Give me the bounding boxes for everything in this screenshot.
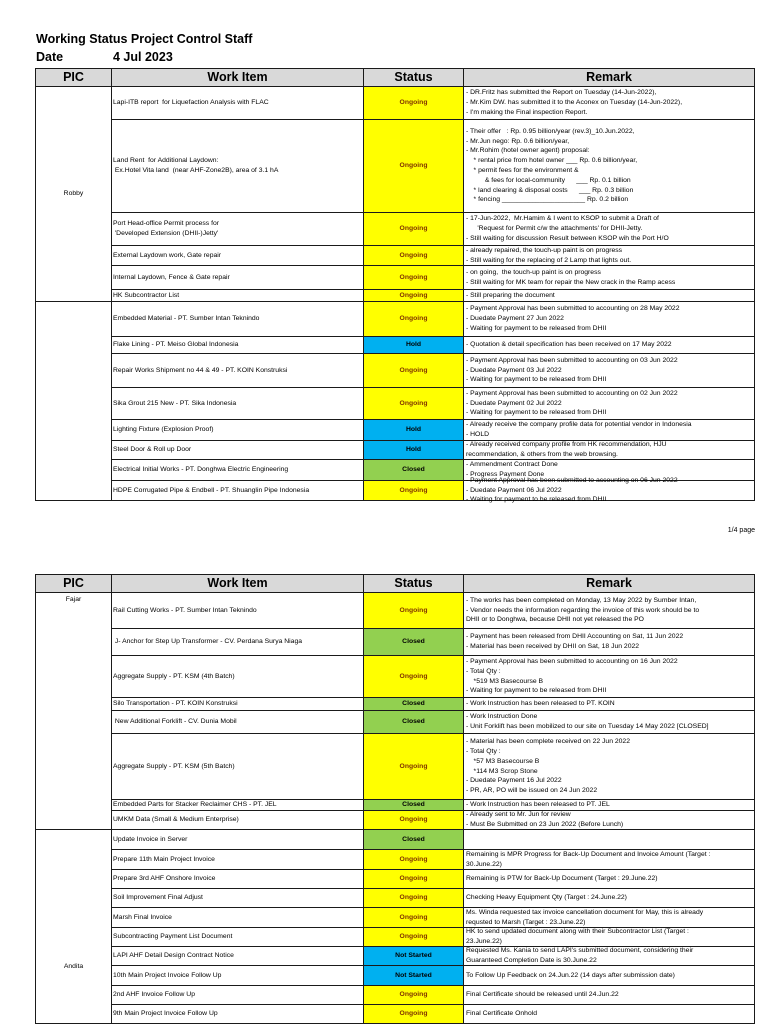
work-item-text: Land Rent for Additional Laydown:: [113, 157, 219, 165]
remark-line: - Mr.Jun nego: Rp. 0.6 billion/year,: [466, 137, 570, 145]
work-item-cell: [112, 986, 364, 1005]
table-row: [112, 441, 755, 460]
work-item-cell: [112, 966, 364, 986]
column-header-pic: PIC: [36, 575, 112, 593]
remark-cell: [464, 354, 755, 388]
remark-line: *519 M3 Basecourse B: [466, 677, 544, 685]
status-badge: Ongoing: [364, 908, 464, 928]
table-row: [112, 629, 755, 656]
remark-line: - Their offer : Rp. 0.95 billion/year (rev.3)_10.Jun.2022,: [466, 127, 635, 135]
remark-line: - Quotation & detail specification has been received on 17 May 2022: [466, 341, 672, 349]
status-badge: Ongoing: [364, 850, 464, 870]
remark-line: - Waiting for payment to be released from DHII: [466, 324, 607, 332]
remark-line: - I'm making the Final inspection Report.: [466, 108, 588, 116]
remark-line: Checking Heavy Equipment Qty (Target : 24.June.22): [466, 894, 627, 902]
work-item-text: J- Anchor for Step Up Transformer - CV. Perdana Surya Niaga: [113, 638, 303, 646]
table-row: [112, 698, 755, 711]
remark-cell: [464, 734, 755, 800]
work-item-text: Embedded Material - PT. Sumber Intan Teknindo: [113, 315, 260, 323]
remark-cell: [464, 850, 755, 870]
work-item-text: Soil Improvement Final Adjust: [113, 894, 203, 902]
work-item-text: Steel Door & Roll up Door: [113, 446, 192, 454]
remark-line: - Work Instruction Done: [466, 713, 538, 721]
table-row: [112, 830, 755, 850]
work-item-cell: [112, 337, 364, 354]
status-badge: Not Started: [364, 947, 464, 966]
remark-cell: [464, 246, 755, 266]
remark-cell: [464, 889, 755, 908]
remark-line: - already repaired, the touch-up paint is on progress: [466, 246, 623, 254]
table-row: [112, 966, 755, 986]
remark-line: - The works has been completed on Monday, 13 May 2022 by Sumber Intan,: [466, 596, 697, 604]
status-badge: Ongoing: [364, 889, 464, 908]
work-item-cell: [112, 928, 364, 947]
status-badge: Ongoing: [364, 302, 464, 337]
remark-line: Final Certificate Onhold: [466, 1010, 538, 1018]
remark-line: To Follow Up Feedback on 24.Jun.22 (14 days after submission date): [466, 971, 675, 979]
work-item-cell: [112, 830, 364, 850]
work-item-text: External Laydown work, Gate repair: [113, 251, 222, 259]
remark-line: - Waiting for payment to be released from DHII: [466, 687, 607, 695]
status-badge: Ongoing: [364, 481, 464, 501]
status-badge: Hold: [364, 420, 464, 441]
work-item-cell: [112, 302, 364, 337]
remark-line: * fencing ______________________ Rp. 0.2 billion: [466, 196, 629, 204]
work-item-cell: [112, 481, 364, 501]
work-item-cell: [112, 593, 364, 629]
work-item-text: Internal Laydown, Fence & Gate repair: [113, 273, 230, 281]
work-item-cell: [112, 734, 364, 800]
status-badge: Ongoing: [364, 656, 464, 698]
work-item-text: Sika Grout 215 New - PT. Sika Indonesia: [113, 399, 237, 407]
status-badge: Ongoing: [364, 266, 464, 290]
column-header-pic: PIC: [36, 69, 112, 87]
remark-cell: [464, 441, 755, 460]
remark-line: HK to send updated document along with their Subcontractor List (Target :: [466, 928, 689, 936]
remark-cell: [464, 593, 755, 629]
status-badge: Ongoing: [364, 213, 464, 246]
work-item-cell: [112, 889, 364, 908]
remark-line: Remaining is PTW for Back-Up Document (Target : 29.June.22): [466, 875, 658, 883]
work-item-text: Marsh Final Invoice: [113, 913, 172, 921]
status-badge: Ongoing: [364, 1005, 464, 1024]
remark-line: 30.June.22): [466, 860, 502, 868]
work-item-text: 10th Main Project Invoice Follow Up: [113, 971, 222, 979]
remark-line: - Payment Approval has been submitted to accounting on 28 May 2022: [466, 305, 680, 313]
remark-cell: [464, 290, 755, 302]
remark-line: Guaranteed Completion Date is 30.June.22: [466, 957, 597, 964]
remark-line: - Work Instruction has been released to PT. JEL: [466, 801, 610, 809]
work-item-cell: [112, 266, 364, 290]
work-item-text: New Additional Forklift - CV. Dunia Mobil: [113, 718, 237, 726]
remark-line: - Already receive the company profile data for potential vendor in Indonesia: [466, 421, 692, 429]
remark-line: - Work Instruction has been released to PT. KOIN: [466, 700, 615, 708]
work-item-text: 9th Main Project Invoice Follow Up: [113, 1010, 218, 1018]
work-item-cell: [112, 354, 364, 388]
remark-cell: [464, 87, 755, 120]
work-item-text: 2nd AHF Invoice Follow Up: [113, 991, 195, 999]
work-item-cell: [112, 947, 364, 966]
remark-cell: [464, 947, 755, 966]
table-row: [112, 811, 755, 830]
work-item-text: Prepare 3rd AHF Onshore Invoice: [113, 875, 216, 883]
work-item-text: Port Head-office Permit process for: [113, 220, 220, 228]
remark-line: - Still preparing the document: [466, 291, 555, 299]
table-row: [112, 87, 755, 120]
status-table-page-1: [35, 68, 755, 504]
status-badge: Closed: [364, 629, 464, 656]
remark-cell: [464, 420, 755, 441]
work-item-text: Aggregate Supply - PT. KSM (5th Batch): [113, 762, 235, 770]
remark-line: DHII or to Donghwa, because DHII not yet released the PO: [466, 616, 644, 624]
status-badge: Ongoing: [364, 354, 464, 388]
work-item-cell: [112, 850, 364, 870]
status-badge: Closed: [364, 460, 464, 481]
work-item-cell: [112, 811, 364, 830]
remark-line: - Material has been received by DHII on Sat, 18 Jun 2022: [466, 643, 640, 650]
work-item-cell: [112, 1005, 364, 1024]
status-badge: Closed: [364, 698, 464, 711]
pic-cell: [36, 87, 112, 302]
work-item-text: LAPI AHF Detail Design Contract Notice: [113, 952, 234, 960]
remark-line: - HOLD: [466, 431, 490, 438]
remark-line: - Duedate Payment 03 Jul 2022: [466, 366, 562, 374]
status-badge: Not Started: [364, 966, 464, 986]
column-header-status: Status: [364, 575, 464, 593]
remark-line: requsted to Marsh (Target : 23.June.22): [466, 918, 586, 926]
status-badge: Closed: [364, 711, 464, 734]
column-header-work-item: Work Item: [112, 575, 364, 593]
table-row: [112, 266, 755, 290]
work-item-text: Lighting Fixture (Explosion Proof): [113, 426, 214, 434]
pic-name: Fajar: [65, 596, 82, 603]
table-row: [112, 120, 755, 213]
remark-line: - Payment Approval has been submitted to accounting on 16 Jun 2022: [466, 657, 678, 665]
status-badge: Ongoing: [364, 870, 464, 889]
remark-line: - Waiting for payment to be released from DHII: [466, 409, 607, 417]
remark-line: - Payment Approval has been submitted to accounting on 06 Jun 2022: [466, 476, 678, 484]
remark-line: - Duedate Payment 16 Jul 2022: [466, 777, 562, 785]
table-row: [112, 388, 755, 420]
remark-line: - Duedate Payment 06 Jul 2022: [466, 486, 562, 494]
remark-line: - Payment Approval has been submitted to accounting on 02 Jun 2022: [466, 389, 678, 397]
table-row: [112, 986, 755, 1005]
work-item-text: Aggregate Supply - PT. KSM (4th Batch): [113, 672, 235, 680]
table-row: [112, 213, 755, 246]
remark-line: - Already received company profile from HK recommendation, HJU: [466, 441, 667, 449]
status-badge: Hold: [364, 441, 464, 460]
remark-cell: [464, 811, 755, 830]
remark-line: - Still waiting for discussion Result between KSOP wih the Port H/O: [466, 234, 669, 242]
work-item-text: Ex.Hotel Vita land (near AHF-Zone2B), area of 3.1 hA: [113, 167, 279, 174]
table-row: [112, 337, 755, 354]
remark-line: *114 M3 Scrop Stone: [466, 767, 538, 775]
work-item-text: Embedded Parts for Stacker Reclaimer CHS - PT. JEL: [113, 801, 277, 809]
work-item-cell: [112, 908, 364, 928]
remark-line: - Still waiting for the replacing of 2 Lamp that lights out.: [466, 256, 632, 264]
remark-line: - Ammendment Contract Done: [466, 461, 558, 469]
remark-line: * permit fees for the environment &: [466, 167, 579, 174]
work-item-text: Prepare 11th Main Project Invoice: [113, 855, 215, 863]
pic-name: Andita: [63, 963, 84, 970]
status-badge: Ongoing: [364, 290, 464, 302]
remark-line: - Unit Forklift has been mobilized to our site on Tuesday 14 May 2022 [CLOSED]: [466, 723, 709, 730]
table-row: [112, 593, 755, 629]
pic-name: Robby: [63, 190, 84, 198]
work-item-text: 'Developed Extension (DHII-)Jetty': [113, 230, 219, 237]
work-item-cell: [112, 290, 364, 302]
remark-line: 23.June.22): [466, 938, 502, 945]
table-row: [112, 870, 755, 889]
remark-line: - Already sent to Mr. Jun for review: [466, 811, 571, 819]
remark-cell: [464, 986, 755, 1005]
status-badge: Ongoing: [364, 986, 464, 1005]
table-row: [112, 889, 755, 908]
remark-cell: [464, 266, 755, 290]
column-header-remark: Remark: [464, 69, 755, 87]
table-row: [112, 656, 755, 698]
table-header-row: [36, 575, 755, 593]
page-indicator: 1/4 page: [727, 527, 755, 534]
work-item-cell: [112, 800, 364, 811]
status-badge: Ongoing: [364, 928, 464, 947]
work-item-cell: [112, 870, 364, 889]
remark-cell: [464, 966, 755, 986]
table-row: [112, 354, 755, 388]
remark-line: * land clearing & disposal costs ___ Rp. 0.3 billion: [466, 186, 634, 194]
table-row: [112, 246, 755, 266]
remark-cell: [464, 213, 755, 246]
column-header-status: Status: [364, 69, 464, 87]
remark-line: - DR.Fritz has submitted the Report on Tuesday (14-Jun-2022),: [466, 89, 657, 97]
work-item-cell: [112, 87, 364, 120]
status-badge: Ongoing: [364, 811, 464, 830]
status-badge: Closed: [364, 830, 464, 850]
pic-cell: [36, 302, 112, 501]
table-row: [112, 928, 755, 947]
status-badge: Ongoing: [364, 734, 464, 800]
status-table-page-2: [35, 574, 755, 1024]
remark-line: 'Request for Permit c/w the attachments' for DHII-Jetty.: [466, 225, 643, 233]
table-row: [112, 947, 755, 966]
work-item-text: Update Invoice in Server: [113, 835, 188, 843]
remark-line: * rental price from hotel owner ___ Rp. 0.6 billion/year,: [466, 157, 638, 165]
remark-line: - Vendor needs the information regarding the invoice of this work should be to: [466, 606, 700, 614]
work-item-text: Repair Works Shipment no 44 & 49 - PT. KOIN Konstruksi: [113, 366, 288, 374]
status-badge: Ongoing: [364, 388, 464, 420]
status-badge: Ongoing: [364, 120, 464, 213]
remark-line: - Waiting for payment to be released from DHII: [466, 376, 607, 384]
work-item-cell: [112, 711, 364, 734]
status-badge: Hold: [364, 337, 464, 354]
work-item-cell: [112, 120, 364, 213]
date-label: Date: [36, 50, 64, 64]
remark-line: - Duedate Payment 02 Jul 2022: [466, 399, 562, 407]
table-row: [112, 476, 755, 504]
table-row: [112, 1005, 755, 1024]
work-item-text: Rail Cutting Works - PT. Sumber Intan Teknindo: [113, 606, 257, 614]
remark-cell: [464, 337, 755, 354]
work-item-text: HDPE Corrugated Pipe & Endbell - PT. Shuanglin Pipe Indonesia: [113, 486, 310, 494]
remark-line: - Total Qty :: [466, 667, 501, 675]
remark-line: recommendation, & others from the web browsing.: [466, 451, 618, 458]
work-item-text: Subcontracting Payment List Document: [113, 933, 233, 941]
status-badge: Ongoing: [364, 593, 464, 629]
remark-line: & fees for local-community ___ Rp. 0.1 billion: [466, 176, 631, 184]
work-item-cell: [112, 629, 364, 656]
work-item-cell: [112, 460, 364, 481]
table-row: [112, 420, 755, 441]
table-row: [112, 734, 755, 800]
remark-line: - Total Qty :: [466, 747, 501, 755]
remark-cell: [464, 656, 755, 698]
remark-line: - on going, the touch-up paint is on progress: [466, 268, 601, 276]
remark-line: - Progress Payment Done: [466, 471, 545, 478]
remark-line: - Waiting for payment to be released from DHII: [466, 496, 607, 504]
remark-line: - Still waiting for MK team for repair the New crack in the Ramp acess: [466, 278, 676, 286]
table-row: [112, 908, 755, 928]
work-item-text: Flake Lining - PT. Meiso Global Indonesia: [113, 341, 239, 349]
remark-cell: [464, 629, 755, 656]
work-item-cell: [112, 246, 364, 266]
status-badge: Ongoing: [364, 246, 464, 266]
work-item-text: Lapi-ITB report for Liquefaction Analysis with FLAC: [113, 99, 269, 107]
work-item-text: Electrical Initial Works - PT. Donghwa Electric Engineering: [113, 466, 289, 474]
table-row: [112, 711, 755, 734]
remark-line: - Mr.Kim DW. has submitted it to the Aconex on Tuesday (14-Jun-2022),: [466, 99, 683, 107]
remark-line: Requested Ms. Kania to send LAPI's submitted document, considering their: [466, 947, 694, 955]
remark-line: - Duedate Payment 27 Jun 2022: [466, 315, 564, 323]
remark-cell: [464, 928, 755, 947]
pic-cell: [36, 593, 112, 830]
remark-line: - 17-Jun-2022, Mr.Hamim & I went to KSOP to submit a Draft of: [466, 215, 659, 223]
remark-cell: [464, 870, 755, 889]
work-item-cell: [112, 441, 364, 460]
remark-line: Final Certificate should be released until 24.Jun.22: [466, 991, 619, 999]
remark-line: - Must Be Submitted on 23 Jun 2022 (Before Lunch): [466, 821, 624, 828]
remark-cell: [464, 1005, 755, 1024]
remark-cell: [464, 476, 755, 504]
remark-cell: [464, 908, 755, 928]
work-item-cell: [112, 656, 364, 698]
remark-cell: [464, 120, 755, 213]
work-item-cell: [112, 420, 364, 441]
table-row: [112, 850, 755, 870]
pic-cell: [36, 830, 112, 1024]
remark-cell: [464, 388, 755, 420]
remark-cell: [464, 711, 755, 734]
remark-line: Remaining is MPR Progress for Back-Up Document and Invoice Amount (Target :: [466, 850, 711, 858]
table-row: [112, 290, 755, 302]
remark-line: - Mr.Rohim (hotel owner agent) proposal:: [466, 147, 590, 155]
work-item-text: UMKM Data (Small & Medium Enterprise): [113, 816, 239, 824]
date-value: 4 Jul 2023: [113, 50, 173, 64]
remark-cell: [464, 302, 755, 337]
status-badge: Ongoing: [364, 87, 464, 120]
remark-line: *57 M3 Basecourse B: [466, 757, 540, 765]
remark-line: - Payment Approval has been submitted to accounting on 03 Jun 2022: [466, 356, 678, 364]
work-item-cell: [112, 388, 364, 420]
remark-cell: [464, 830, 755, 850]
remark-cell: [464, 698, 755, 711]
work-item-text: HK Subcontractor List: [113, 291, 180, 299]
remark-line: Ms. Winda requested tax invoice cancellation document for May, this is already: [466, 908, 704, 916]
status-badge: Closed: [364, 800, 464, 811]
table-header-row: [36, 69, 755, 87]
column-header-remark: Remark: [464, 575, 755, 593]
work-item-text: Silo Transportation - PT. KOIN Konstruksi: [113, 700, 238, 708]
remark-line: - Material has been complete received on 22 Jun 2022: [466, 738, 630, 746]
remark-line: - Payment has been released from DHII Accounting on Sat, 11 Jun 2022: [466, 633, 684, 641]
document-title: Working Status Project Control Staff: [36, 32, 253, 46]
table-row: [112, 302, 755, 337]
remark-line: - PR, AR, PO will be issued on 24 Jun 2022: [466, 787, 598, 795]
work-item-cell: [112, 213, 364, 246]
work-item-cell: [112, 698, 364, 711]
column-header-work-item: Work Item: [112, 69, 364, 87]
